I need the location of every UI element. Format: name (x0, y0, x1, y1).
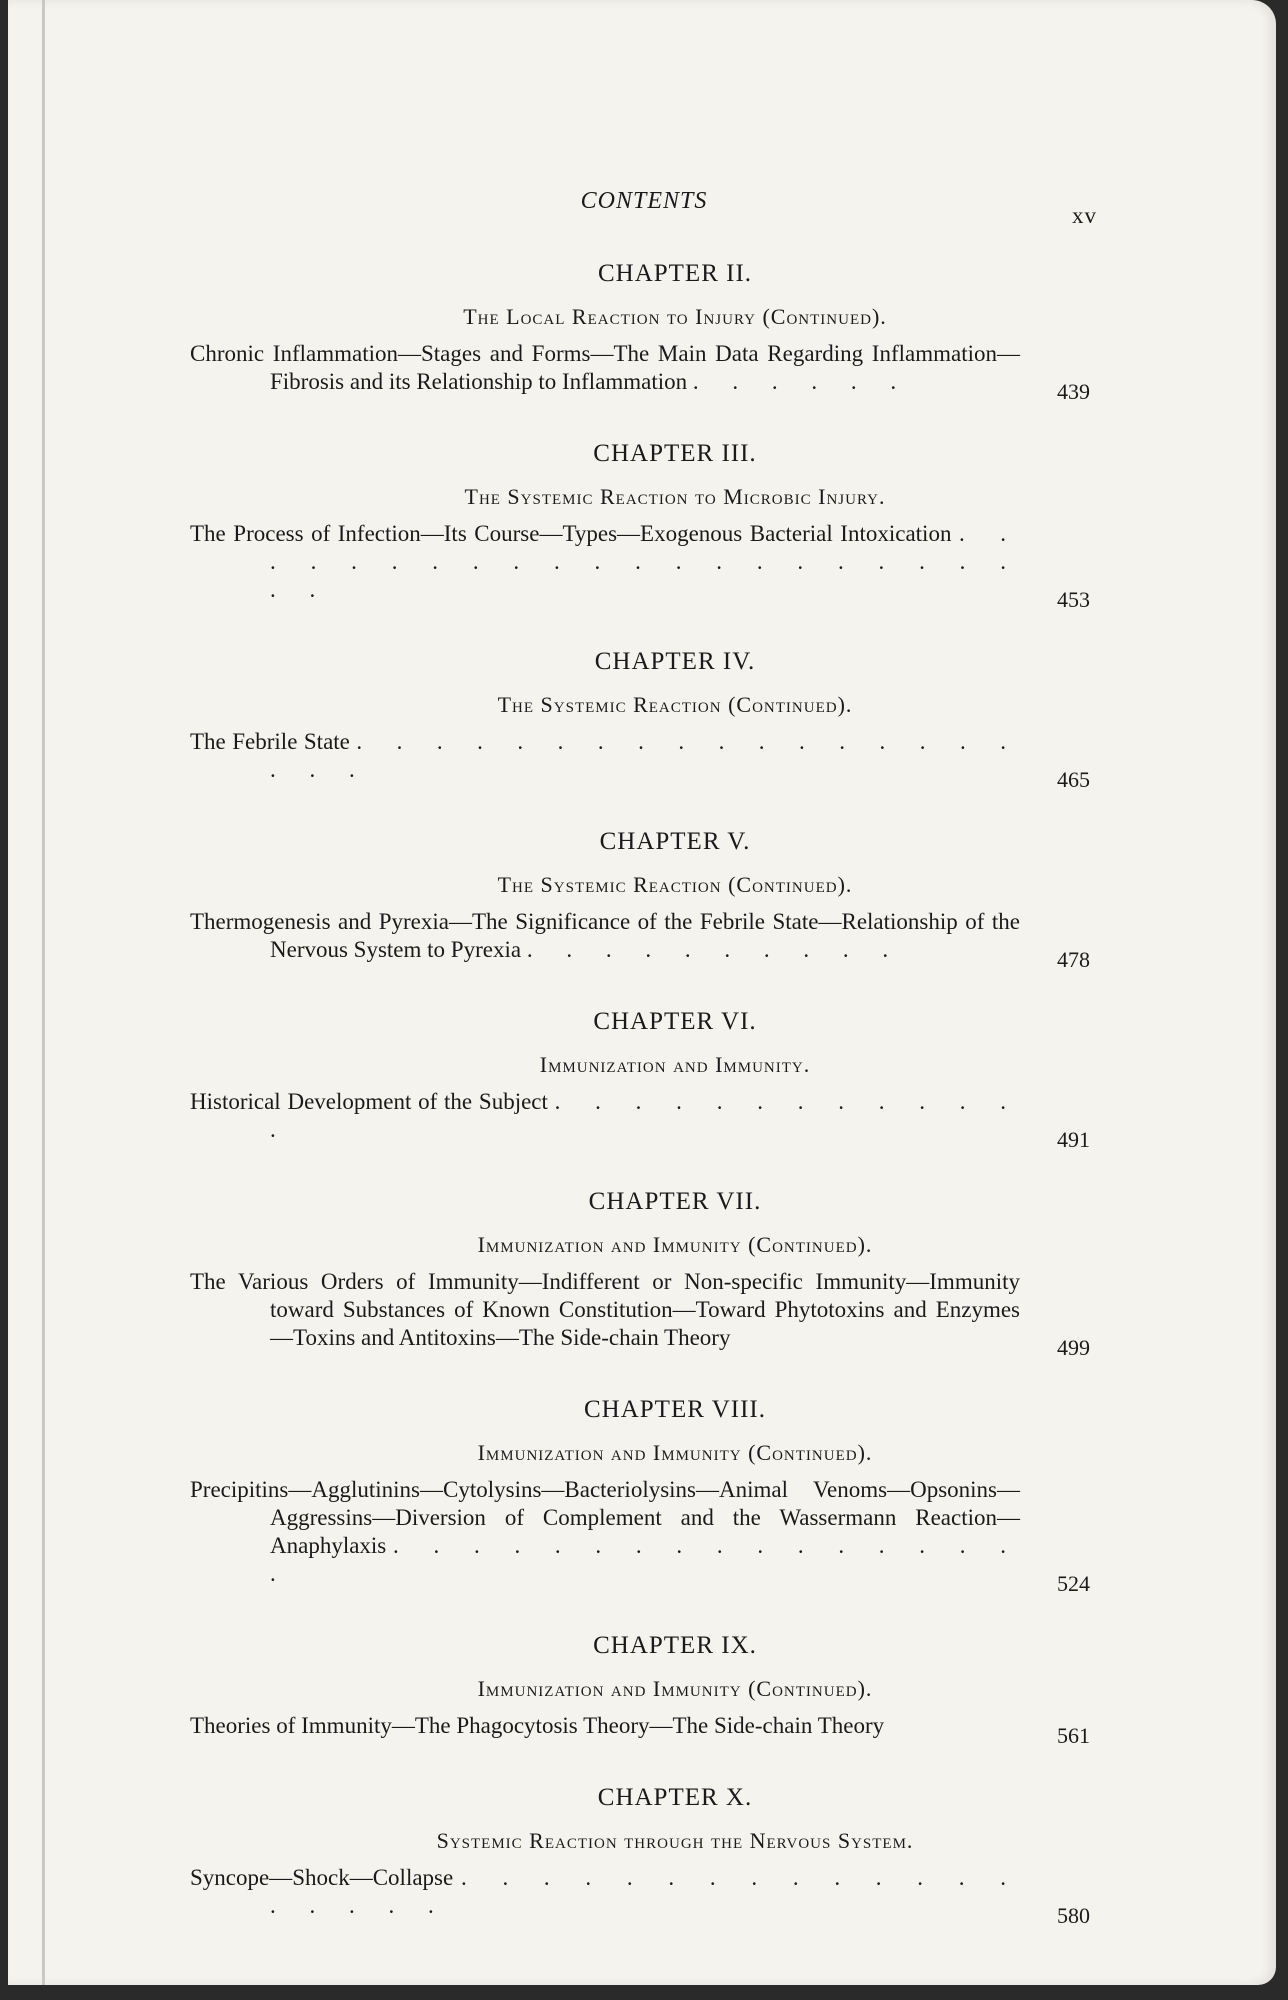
chapter-subtitle: Immunization and Immunity (Continued). (477, 1440, 873, 1465)
chapter-title: CHAPTER III. (593, 440, 757, 467)
chapter-entry (190, 1088, 1090, 1152)
entry-page-number: 465 (1057, 767, 1090, 792)
page-number: xv (1072, 203, 1097, 228)
chapter-block (190, 440, 1090, 612)
page-binding-edge (42, 0, 45, 1985)
chapter-block (190, 1188, 1090, 1360)
chapter-subtitle: The Systemic Reaction to Microbic Injury. (464, 484, 886, 509)
chapter-title: CHAPTER IX. (593, 1632, 757, 1659)
leader-dots: . . . . . . . . . . . . . (270, 1089, 1021, 1142)
chapter-subtitle: The Local Reaction to Injury (Continued). (463, 304, 887, 329)
chapter-subtitle: The Systemic Reaction (Continued). (497, 872, 853, 897)
table-of-contents (190, 260, 1090, 1964)
entry-text: The Process of Infection—Its Course—Types—Exogenous Bacterial Intoxication (190, 521, 952, 546)
chapter-title: CHAPTER II. (597, 260, 753, 287)
chapter-block (190, 1632, 1090, 1748)
leader-dots: . . . . . . . . . . (526, 937, 903, 962)
entry-text: Chronic Inflammation—Stages and Forms—The Main Data Regarding Inflammation—Fibrosis and its Relationship to Inflammation (190, 341, 1020, 394)
chapter-title: CHAPTER IV. (594, 648, 756, 675)
leader-dots: . . . . . . (692, 369, 911, 394)
leader-dots: . . . . . . . . . . . . . . . . . . . . (270, 729, 1021, 782)
entry-page-number: 439 (1057, 379, 1090, 404)
entry-text: Theories of Immunity—The Phagocytosis Theory—The Side-chain Theory (190, 1713, 885, 1738)
chapter-entry (190, 1476, 1090, 1596)
chapter-block (190, 828, 1090, 972)
leader-dots: . . . . . . . . . . . . . . . . . (270, 1533, 1021, 1586)
chapter-block (190, 1008, 1090, 1152)
entry-page-number: 499 (1057, 1335, 1090, 1360)
chapter-title: CHAPTER X. (597, 1784, 753, 1811)
chapter-subtitle: Systemic Reaction through the Nervous System. (436, 1828, 914, 1853)
entry-page-number: 478 (1057, 947, 1090, 972)
entry-text: Syncope—Shock—Collapse (190, 1865, 454, 1890)
leader-dots: . . . . . . . . . . . . . . . . . . . (270, 1865, 1021, 1918)
chapter-entry (190, 1268, 1090, 1360)
leader-dots: . . . . . . . . . . . . . . . . . . . . . . . (270, 521, 1021, 602)
chapter-subtitle: Immunization and Immunity (Continued). (477, 1676, 873, 1701)
chapter-subtitle: Immunization and Immunity (Continued). (477, 1232, 873, 1257)
running-head: CONTENTS (580, 188, 708, 214)
chapter-block (190, 260, 1090, 404)
entry-page-number: 580 (1057, 1903, 1090, 1928)
entry-page-number: 561 (1057, 1723, 1090, 1748)
entry-text: Precipitins—Agglutinins—Cytolysins—Bacteriolysins—Animal Venoms—Opsonins—Aggressins—Diversion of Complement and the Wassermann Reaction—Anaphylaxis (190, 1477, 1020, 1558)
chapter-entry (190, 1712, 1090, 1748)
chapter-block (190, 1784, 1090, 1928)
chapter-entry (190, 1864, 1090, 1928)
chapter-title: CHAPTER VII. (588, 1188, 762, 1215)
chapter-entry (190, 908, 1090, 972)
chapter-title: CHAPTER V. (599, 828, 751, 855)
entry-text: Thermogenesis and Pyrexia—The Significance of the Febrile State—Relationship of the Nervous System to Pyrexia (190, 909, 1020, 962)
entry-text: Historical Development of the Subject (190, 1089, 548, 1114)
entry-page-number: 453 (1057, 587, 1090, 612)
chapter-subtitle: Immunization and Immunity. (539, 1052, 811, 1077)
chapter-entry (190, 340, 1090, 404)
chapter-block (190, 1396, 1090, 1596)
chapter-entry (190, 520, 1090, 612)
entry-text: The Various Orders of Immunity—Indifferent or Non-specific Immunity—Immunity toward Substances of Known Constitution—Toward Phytotoxins and Enzymes—Toxins and Antitoxins—The Side-chain Theory (190, 1269, 1020, 1350)
chapter-title: CHAPTER VIII. (584, 1396, 766, 1423)
chapter-subtitle: The Systemic Reaction (Continued). (497, 692, 853, 717)
entry-page-number: 524 (1057, 1571, 1090, 1596)
chapter-title: CHAPTER VI. (593, 1008, 757, 1035)
entry-page-number: 491 (1057, 1127, 1090, 1152)
chapter-entry (190, 728, 1090, 792)
chapter-block (190, 648, 1090, 792)
entry-text: The Febrile State (190, 729, 350, 754)
